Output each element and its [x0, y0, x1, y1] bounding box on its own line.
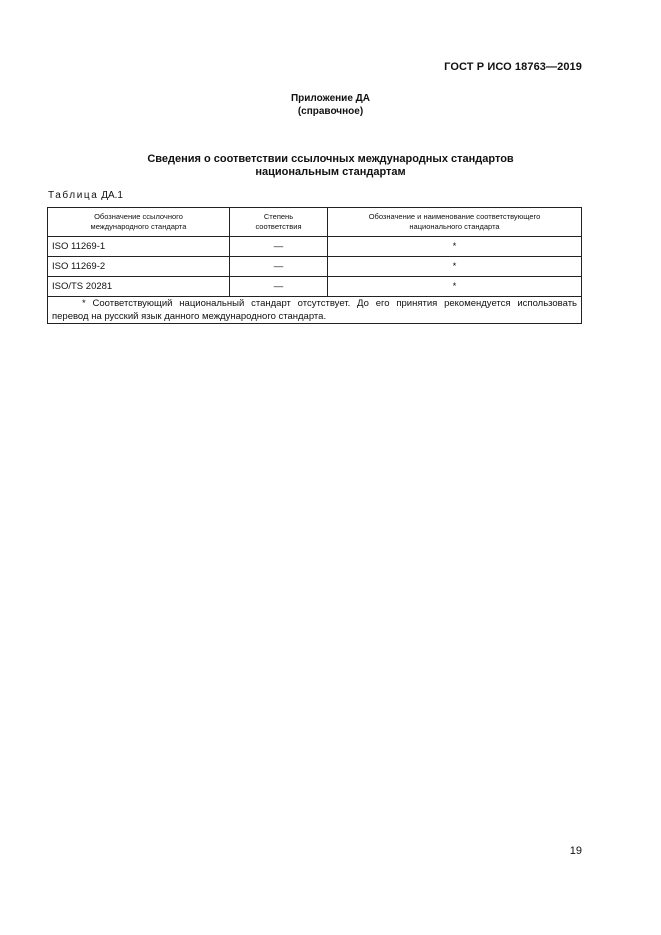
table-caption [48, 190, 123, 201]
section-title-line-1: Сведения о соответствии ссылочных международных стандартов [147, 153, 514, 165]
table-caption-number: ДА.1 [101, 190, 123, 201]
table-footnote-row [48, 297, 582, 324]
document-id-header: ГОСТ Р ИСО 18763—2019 [444, 61, 582, 73]
cell-standard: ISO 11269-2 [48, 257, 230, 277]
column-header-line: Обозначение и наименование соответствующего [368, 212, 541, 221]
cell-degree: — [230, 237, 328, 257]
table-row [48, 277, 582, 297]
column-header-line: Степень [263, 212, 294, 221]
cell-national: * [328, 257, 582, 277]
table-footnote: * Соответствующий национальный стандарт отсутствует. До его принятия рекомендуется использовать перевод на русский язык данного международного стандарта. [52, 298, 577, 322]
table-row [48, 257, 582, 277]
correspondence-table [47, 207, 582, 324]
column-header-degree [230, 208, 328, 237]
cell-national: * [328, 277, 582, 297]
cell-standard: ISO/TS 20281 [48, 277, 230, 297]
column-header-line: соответствия [255, 222, 302, 231]
column-header-international-standard [48, 208, 230, 237]
column-header-national-standard [328, 208, 582, 237]
cell-degree: — [230, 257, 328, 277]
annex-heading [0, 92, 661, 118]
section-title-line-2: национальным стандартам [255, 166, 406, 178]
section-heading [0, 153, 661, 179]
annex-subtitle: (справочное) [297, 106, 364, 117]
column-header-line: международного стандарта [90, 222, 187, 231]
column-header-line: национального стандарта [409, 222, 500, 231]
table-row [48, 237, 582, 257]
cell-national: * [328, 237, 582, 257]
table-header-row [48, 208, 582, 237]
table-caption-word: Таблица [48, 190, 99, 201]
page-number: 19 [569, 845, 582, 857]
annex-title: Приложение ДА [290, 93, 371, 104]
cell-degree: — [230, 277, 328, 297]
cell-standard: ISO 11269-1 [48, 237, 230, 257]
column-header-line: Обозначение ссылочного [94, 212, 183, 221]
table-footnote-cell [48, 297, 582, 324]
